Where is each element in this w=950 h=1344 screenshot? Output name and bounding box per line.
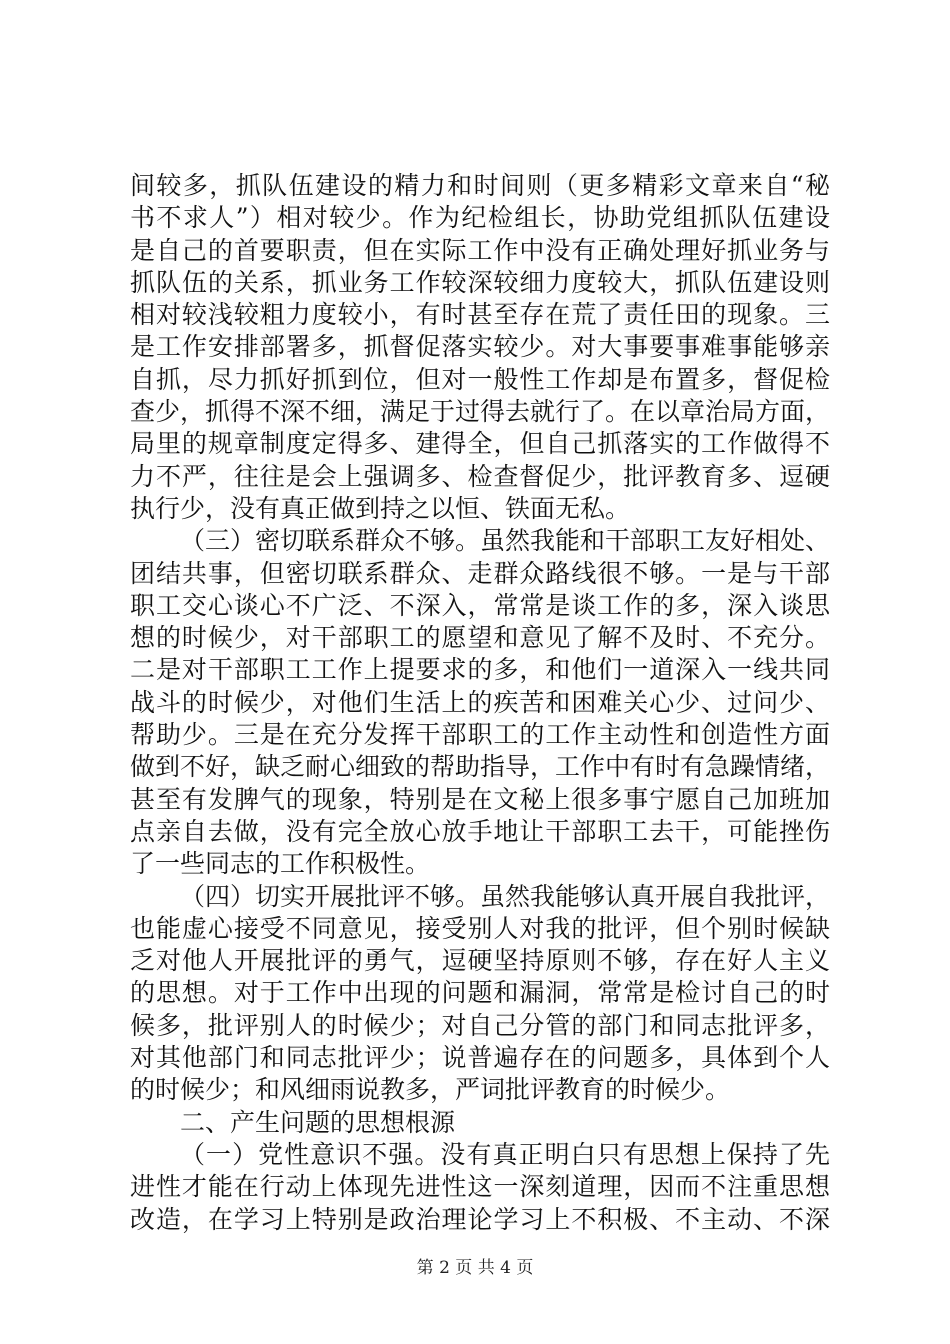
text-line: 相对较浅较粗力度较小，有时甚至存在荒了责任田的现象。三 [130,300,830,330]
text-line: 执行少，没有真正做到持之以恒、铁面无私。 [130,493,631,523]
text-line: 进性才能在行动上体现先进性这一深刻道理，因而不注重思想 [130,1172,830,1202]
text-line: 也能虚心接受不同意见，接受别人对我的批评，但个别时候缺 [130,913,830,943]
text-line: 是自己的首要职责，但在实际工作中没有正确处理好抓业务与 [130,235,830,265]
text-line: 了一些同志的工作积极性。 [130,849,431,879]
text-line: 做到不好，缺乏耐心细致的帮助指导，工作中有时有急躁情绪， [130,752,831,782]
text-line: 局里的规章制度定得多、建得全，但自己抓落实的工作做得不 [130,429,830,459]
text-line: 帮助少。三是在充分发挥干部职工的工作主动性和创造性方面 [130,720,830,750]
text-line: 点亲自去做，没有完全放心放手地让干部职工去干，可能挫伤 [130,816,830,846]
document-body [130,170,830,1236]
text-line: 的时候少；和风细雨说教多，严词批评教育的时候少。 [130,1075,731,1105]
text-line: 战斗的时候少，对他们生活上的疾苦和困难关心少、过问少、 [130,687,830,717]
text-line: 力不严，往往是会上强调多、检查督促少，批评教育多、逗硬 [130,461,830,491]
text-line: 二是对干部职工工作上提要求的多，和他们一道深入一线共同 [130,655,830,685]
text-line: 团结共事，但密切联系群众、走群众路线很不够。一是与干部 [130,558,830,588]
text-line: 书不求人”）相对较少。作为纪检组长，协助党组抓队伍建设 [130,203,830,233]
text-line: 甚至有发脾气的现象，特别是在文秘上很多事宁愿自己加班加 [130,784,830,814]
text-line: 间较多，抓队伍建设的精力和时间则（更多精彩文章来自“秘 [130,171,830,200]
text-line: 改造，在学习上特别是政治理论学习上不积极、不主动、不深 [130,1204,830,1234]
page-footer: 第 2 页 共 4 页 [416,1258,534,1278]
text-line: 抓队伍的关系，抓业务工作较深较细力度较大，抓队伍建设则 [130,267,830,297]
text-line: 自抓，尽力抓好抓到位，但对一般性工作却是布置多，督促检 [130,364,830,394]
text-line: （三）密切联系群众不够。虽然我能和干部职工友好相处、 [180,526,831,556]
text-line: 乏对他人开展批评的勇气，逗硬坚持原则不够，存在好人主义 [130,946,830,976]
text-line: 职工交心谈心不广泛、不深入，常常是谈工作的多，深入谈思 [130,590,830,620]
text-line: 查少，抓得不深不细，满足于过得去就行了。在以章治局方面， [130,397,831,427]
text-line: 对其他部门和同志批评少；说普遍存在的问题多，具体到个人 [130,1043,830,1073]
text-line: 是工作安排部署多，抓督促落实较少。对大事要事难事能够亲 [130,332,830,362]
text-line: 候多，批评别人的时候少；对自己分管的部门和同志批评多， [130,1010,830,1040]
text-line: 想的时候少，对干部职工的愿望和意见了解不及时、不充分。 [130,623,830,653]
text-line: （一）党性意识不强。没有真正明白只有思想上保持了先 [180,1139,830,1169]
text-line: 二、产生问题的思想根源 [180,1107,456,1137]
text-line: （四）切实开展批评不够。虽然我能够认真开展自我批评， [180,881,831,911]
text-line: 的思想。对于工作中出现的问题和漏洞，常常是检讨自己的时 [130,978,830,1008]
